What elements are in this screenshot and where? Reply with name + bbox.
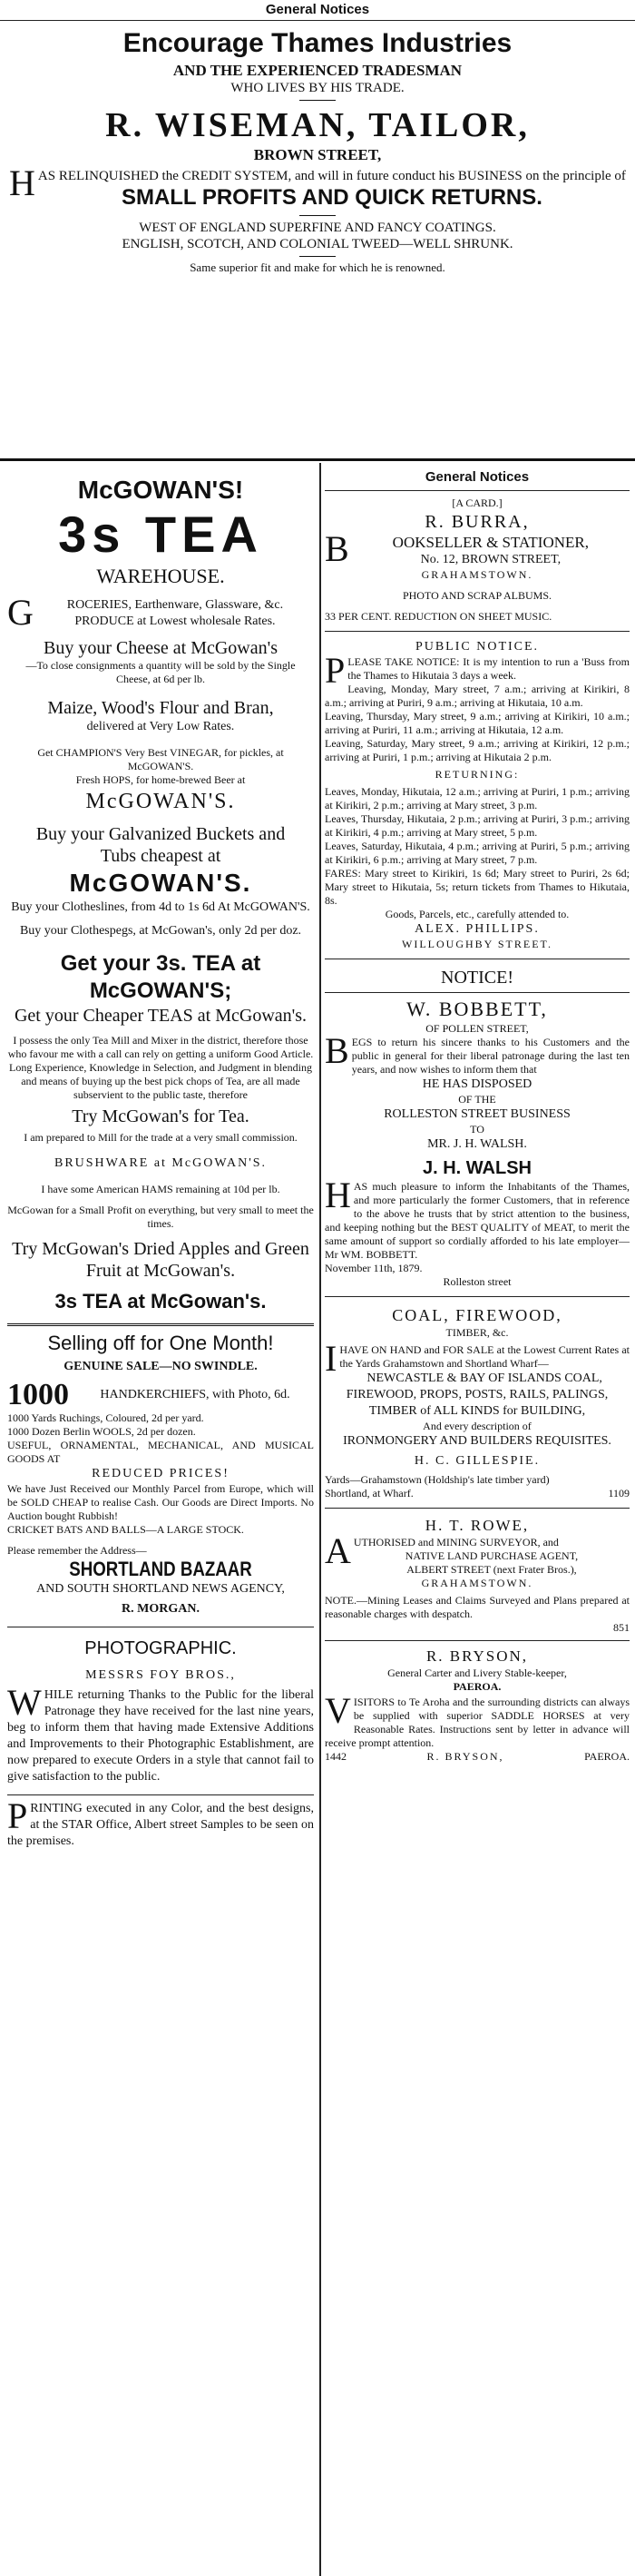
rowe-body: AUTHORISED and MINING SURVEYOR, and xyxy=(325,1530,559,1571)
rowe-note: NOTE.—Mining Leases and Claims Surveyed and Plans prepared at reasonable charges with despatch. xyxy=(325,1594,630,1620)
mcgowan-tea: 3s TEA xyxy=(58,506,263,563)
wiseman-line5: ENGLISH, SCOTCH, AND COLONIAL TWEED—WELL SHRUNK. xyxy=(122,237,513,251)
pn-leaving-2: Leaving, Saturday, Mary street, 9 a.m.; arriving at Kirikiri, 12 p.m.; arriving at Puriri, 1 p.m.; arriving at Hikutaia 2 p.m. xyxy=(325,737,630,763)
pn-intro: PLEASE TAKE NOTICE: It is my intention to run a 'Buss from the Thames to Hikutaia 3 days a week. xyxy=(325,650,630,691)
mcgowan-title: McGOWAN'S! xyxy=(77,476,244,504)
wiseman-street: BROWN STREET, xyxy=(253,146,382,163)
mcgowan-maize: Maize, Wood's Flour and Bran, xyxy=(47,698,274,718)
pn-willoughby: WILLOUGHBY STREET. xyxy=(402,938,552,950)
wiseman-heading: Encourage Thames Industries xyxy=(122,28,513,58)
pn-title: PUBLIC NOTICE. xyxy=(415,640,540,654)
pn-leaving-1: Leaving, Thursday, Mary street, 9 a.m.; arriving at Kirikiri, 10 a.m.; arriving at Puriri, 11 a.m.; arriving at Hikutaia, 12 a.m. xyxy=(325,710,630,736)
photo-body: WHILE returning Thanks to the Public for the liberal Patronage they have received for the last nine years, beg to inform them that having made Extensive Additions and Improvements to their Photographic Establishment, are now prepared to execute Orders in a style that cannot fail to give satisfaction to the public. xyxy=(7,1682,314,1784)
selling-berlin: 1000 Dozen Berlin WOOLS, 2d per dozen. xyxy=(7,1425,196,1438)
mcgowan-groceries: GROCERIES, Earthenware, Glassware, &c. xyxy=(7,592,284,633)
header-rule xyxy=(325,490,630,491)
mcgowan-clotheslines: Buy your Clotheslines, from 4d to 1s 6d At McGOWAN'S. xyxy=(11,900,310,914)
mcgowan-cheese-sub: —To close consignments a quantity will be sold by the Single Cheese, at 6d per lb. xyxy=(25,659,296,685)
coal-yards: Yards—Grahamstown (Holdship's late timber yard) xyxy=(325,1473,550,1486)
coal-wharf: Shortland, at Wharf. xyxy=(325,1487,414,1499)
mcgowan-profit: McGowan for a Small Profit on everything, but very small to meet the times. xyxy=(7,1204,314,1230)
bryson-name: R. BRYSON, xyxy=(425,1647,529,1665)
burra-reduction: 33 PER CENT. REDUCTION ON SHEET MUSIC. xyxy=(325,610,552,623)
selling-reduced: REDUCED PRICES! xyxy=(92,1467,230,1480)
mcgowan-warehouse: WAREHOUSE. xyxy=(96,565,225,587)
pn-goods: Goods, Parcels, etc., carefully attended to. xyxy=(385,908,570,920)
bobbett-name: W. BOBBETT, xyxy=(406,998,548,1020)
coal-every: And every description of xyxy=(423,1420,532,1432)
header-rule xyxy=(0,20,635,21)
pn-leaves-2: Leaves, Saturday, Hikutaia, 4 p.m.; arriving at Puriri, 5 p.m.; arriving at Kirikiri, 6 p.m.; arriving at Mary street, 7 p.m. xyxy=(325,840,630,866)
bryson-sig-row xyxy=(325,1750,630,1764)
section-rule xyxy=(7,1794,314,1795)
coal-body: IHAVE ON HAND and FOR SALE at the Lowest Current Rates at the Yards Grahamstown and Shortland Wharf— xyxy=(325,1338,630,1379)
coal-firewood: FIREWOOD, PROPS, POSTS, RAILS, PALINGS, xyxy=(346,1388,609,1401)
burra-bookseller: BOOKSELLER & STATIONER, xyxy=(325,528,589,569)
coal-timber: TIMBER, &c. xyxy=(445,1326,509,1339)
selling-genuine: GENUINE SALE—NO SWINDLE. xyxy=(64,1360,258,1373)
selling-yards: 1000 Yards Ruchings, Coloured, 2d per yard. xyxy=(7,1411,204,1424)
page-header: General Notices xyxy=(265,2,370,17)
selling-news: AND SOUTH SHORTLAND NEWS AGENCY, xyxy=(36,1582,285,1596)
walsh-name: J. H. WALSH xyxy=(422,1158,532,1178)
wiseman-name: R. WISEMAN, TAILOR, xyxy=(105,106,530,144)
bobbett-pollen: OF POLLEN STREET, xyxy=(425,1022,529,1035)
mcgowan-brushware: BRUSHWARE at McGOWAN'S. xyxy=(54,1156,268,1170)
right-column xyxy=(325,465,630,1764)
mcgowan-buckets: Buy your Galvanized Buckets and Tubs cheapest at xyxy=(35,824,286,866)
mcgowan-vinegar: Get CHAMPION'S Very Best VINEGAR, for pickles, at McGOWAN'S. xyxy=(37,746,284,772)
photo-foy: MESSRS FOY BROS., xyxy=(85,1668,236,1682)
rowe-graham: GRAHAMSTOWN. xyxy=(421,1577,533,1589)
mcgowan-maize-sub: delivered at Very Low Rates. xyxy=(86,720,235,733)
bryson-sig-place: PAEROA. xyxy=(584,1750,630,1763)
mcgowan-apples: Try McGowan's Dried Apples and Green Fruit at McGowan's. xyxy=(12,1239,309,1281)
photo-title: PHOTOGRAPHIC. xyxy=(84,1638,237,1658)
selling-useful: USEFUL, ORNAMENTAL, MECHANICAL, AND MUSICAL GOODS AT xyxy=(7,1439,314,1465)
rowe-albert: ALBERT STREET (next Frater Bros.), xyxy=(406,1563,577,1576)
burra-photo: PHOTO AND SCRAP ALBUMS. xyxy=(402,589,552,602)
wiseman-advert xyxy=(9,25,626,275)
mcgowan-clothespegs: Buy your Clothespegs, at McGowan's, only 2d per doz. xyxy=(19,924,302,938)
selling-morgan: R. MORGAN. xyxy=(122,1602,200,1616)
wiseman-line4: WEST OF ENGLAND SUPERFINE AND FANCY COATINGS. xyxy=(139,221,496,235)
section-rule xyxy=(325,1640,630,1641)
pn-fares: FARES: Mary street to Kirikiri, 1s 6d; Mary street to Puriri, 2s 6d; Mary street to Hikutaia, 5s; return tickets from Thames to Hikutaia, 8s. xyxy=(325,867,630,907)
mcgowan-tea-at: 3s TEA at McGowan's. xyxy=(54,1290,267,1313)
column-rule xyxy=(319,463,321,2576)
selling-parcel: We have Just Received our Monthly Parcel from Europe, which will be SOLD CHEAP to realise Cash. Our Goods are Direct Imports. No Auction bought Rubbish! xyxy=(7,1482,314,1522)
pn-alex: ALEX. PHILLIPS. xyxy=(415,922,540,936)
handkerchief-row xyxy=(7,1379,314,1411)
mcgowan-big2: McGOWAN'S. xyxy=(69,869,252,897)
pn-leaves-1: Leaves, Thursday, Hikutaia, 2 p.m.; arriving at Puriri, 3 p.m.; arriving at Kirikiri, 4 p.m.; arriving at Mary street, 5 p.m. xyxy=(325,812,630,839)
mcgowan-prepared: I am prepared to Mill for the trade at a very small commission. xyxy=(24,1131,298,1144)
mcgowan-try: Try McGowan's for Tea. xyxy=(72,1106,249,1126)
bryson-carter: General Carter and Livery Stable-keeper, xyxy=(387,1667,567,1679)
pn-leaves-0: Leaves, Monday, Hikutaia, 12 a.m.; arriving at Puriri, 1 p.m.; arriving at Kirikiri, 2 p.m.; arriving at Mary street, 3 p.m. xyxy=(325,785,630,811)
rowe-note-no: 851 xyxy=(613,1621,630,1634)
section-rule xyxy=(325,1508,630,1509)
rowe-native: NATIVE LAND PURCHASE AGENT, xyxy=(405,1549,579,1562)
pn-leaving-0: Leaving, Monday, Mary street, 7 a.m.; arriving at Kirikiri, 8 a.m.; arriving at Puriri, 9 a.m.; arriving at Hikutaia, 10 a.m. xyxy=(325,683,630,709)
burra-addr1: No. 12, BROWN STREET, xyxy=(420,553,562,566)
walsh-body: HAS much pleasure to inform the Inhabitants of the Thames, and more particularly the former Customers, that in reference to the above he trusts that by strict attention to the business, and keeping nothing but the BEST QUALITY of MEAT, to merit the same amount of support so cordially afforded to his late employer—Mr WM. BOBBETT. xyxy=(325,1175,630,1261)
mcgowan-cheese: Buy your Cheese at McGowan's xyxy=(44,638,278,658)
pn-returning: RETURNING: xyxy=(435,768,520,781)
mcgowan-big: McGOWAN'S. xyxy=(85,790,236,813)
burra-name: R. BURRA, xyxy=(425,512,530,532)
divider xyxy=(325,992,630,993)
bryson-sig-no: 1442 xyxy=(325,1750,347,1763)
bobbett-rolleston: ROLLESTON STREET BUSINESS xyxy=(384,1107,571,1121)
coal-wharf-no: 1109 xyxy=(608,1487,630,1499)
coal-title: COAL, FIREWOOD, xyxy=(392,1306,562,1324)
divider xyxy=(299,100,336,101)
wiseman-line3: WHO LIVES BY HIS TRADE. xyxy=(230,81,405,95)
walsh-date: November 11th, 1879. xyxy=(325,1262,423,1274)
bryson-sig: R. BRYSON, xyxy=(426,1750,504,1763)
notice-title: NOTICE! xyxy=(441,968,513,988)
bryson-visitors: VISITORS to Te Aroha and the surrounding districts can always be supplied with superior SADDLE HORSES at very Reasonable Rates. Instructions sent by letter in advance will receive prompt attention. xyxy=(325,1690,630,1749)
burra-card: [A CARD.] xyxy=(452,497,503,509)
wiseman-line2: AND THE EXPERIENCED TRADESMAN xyxy=(172,62,463,79)
coal-gillespie: H. C. GILLESPIE. xyxy=(414,1454,541,1468)
divider xyxy=(299,256,336,257)
walsh-rolleston: Rolleston street xyxy=(443,1275,512,1288)
bobbett-disposed: HE HAS DISPOSED xyxy=(422,1077,532,1091)
section-rule xyxy=(325,631,630,632)
bobbett-to: TO xyxy=(470,1123,484,1136)
coal-newcastle: NEWCASTLE & BAY OF ISLANDS COAL, xyxy=(366,1372,602,1385)
bobbett-of-the: OF THE xyxy=(458,1093,496,1106)
burra-addr2: GRAHAMSTOWN. xyxy=(421,568,533,581)
selling-cricket: CRICKET BATS AND BALLS—A LARGE STOCK. xyxy=(7,1523,244,1536)
coal-timber-all: TIMBER of ALL KINDS for BUILDING, xyxy=(368,1404,586,1418)
rowe-name: H. T. ROWE, xyxy=(425,1517,530,1534)
left-column xyxy=(7,465,314,1850)
mcgowan-produce: PRODUCE at Lowest wholesale Rates. xyxy=(74,615,276,628)
mcgowan-hops: Fresh HOPS, for home-brewed Beer at xyxy=(75,773,246,786)
wiseman-slogan: SMALL PROFITS AND QUICK RETURNS. xyxy=(121,185,542,210)
mcgowan-hams: I have some American HAMS remaining at 10d per lb. xyxy=(41,1183,280,1195)
right-header: General Notices xyxy=(425,469,530,485)
coal-wharf-row xyxy=(325,1487,630,1500)
bobbett-walsh-to: MR. J. H. WALSH. xyxy=(427,1137,527,1151)
selling-title: Selling off for One Month! xyxy=(47,1332,274,1354)
handkerchief-count: 1000 xyxy=(7,1378,69,1411)
coal-iron: IRONMONGERY AND BUILDERS REQUISITES. xyxy=(343,1434,611,1448)
bryson-paeroa: PAEROA. xyxy=(453,1680,502,1693)
selling-remember: Please remember the Address— xyxy=(7,1544,147,1557)
selling-bazaar: SHORTLAND BAZAAR xyxy=(69,1558,252,1580)
divider xyxy=(299,215,336,216)
mcgowan-cheaper: Get your Cheaper TEAS at McGowan's. xyxy=(14,1006,308,1026)
mcgowan-mill: I possess the only Tea Mill and Mixer in the district, therefore those who favour me with a call can rely on getting a uniform Good Article. xyxy=(7,1034,314,1060)
section-rule xyxy=(0,458,635,461)
handkerchief-text: HANDKERCHIEFS, with Photo, 6d. xyxy=(100,1388,290,1401)
section-rule xyxy=(325,1296,630,1297)
wiseman-body: HAS RELINQUISHED the CREDIT SYSTEM, and will in future conduct his BUSINESS on the principle of xyxy=(9,162,626,203)
wiseman-line6: Same superior fit and make for which he is renowned. xyxy=(190,261,445,274)
printing-body: PRINTING executed in any Color, and the best designs, at the STAR Office, Albert street Samples to be seen on the premises. xyxy=(7,1795,314,1848)
bobbett-body: BEGS to return his sincere thanks to his Customers and the public in general for their liberal patronage during the last ten years, and now wishes to inform them that xyxy=(325,1030,630,1076)
section-rule xyxy=(7,1323,314,1326)
mcgowan-experience: Long Experience, Knowledge in Selection, and Judgment in blending and means of buying up the best pick chops of Tea, are all made subservient to the public taste, therefore xyxy=(9,1061,312,1101)
mcgowan-tea3s: Get your 3s. TEA at McGOWAN'S; xyxy=(60,951,261,1003)
